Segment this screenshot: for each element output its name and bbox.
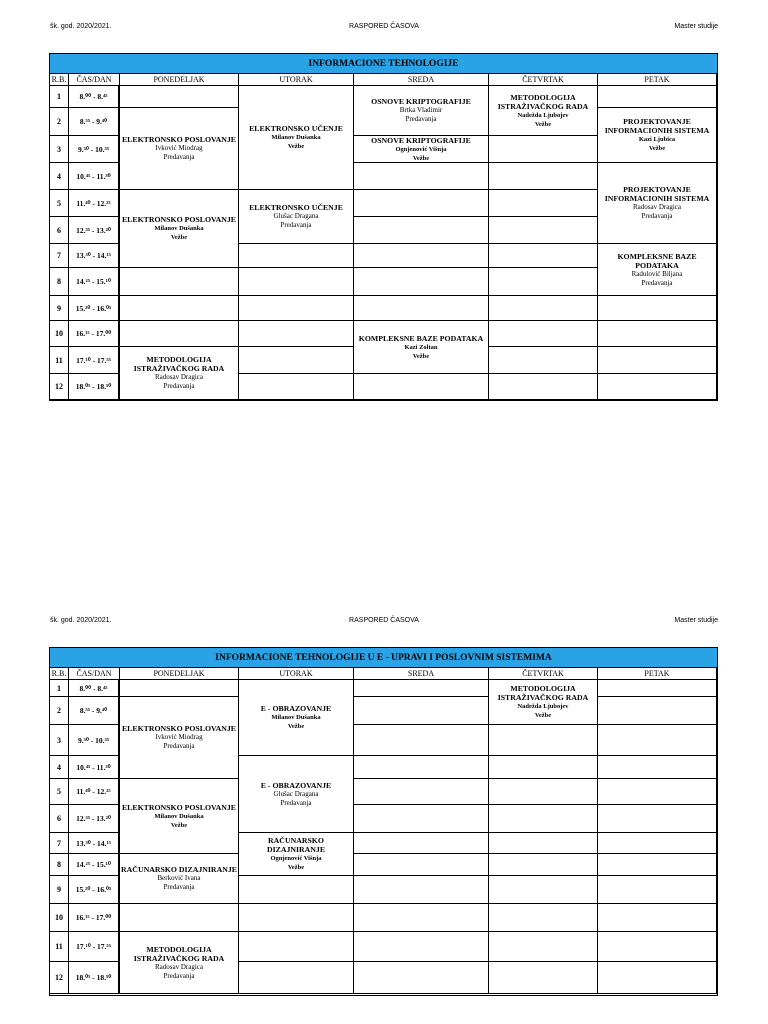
schedule-cell bbox=[354, 932, 489, 962]
course-teacher: Ivković Miodrag bbox=[155, 733, 203, 741]
schedule-cell bbox=[489, 962, 598, 994]
schedule-cell bbox=[239, 244, 354, 268]
row-time: 16.¹⁵ - 17.⁰⁰ bbox=[69, 321, 120, 347]
course-teacher: Kazi Zoltan bbox=[404, 343, 438, 351]
col-header-time: ČAS/DAN bbox=[69, 74, 120, 86]
course-type: Vežbe bbox=[287, 723, 305, 730]
schedule-cell bbox=[354, 725, 489, 756]
schedule-cell bbox=[598, 697, 717, 725]
course-teacher: Milanov Dušanka bbox=[271, 714, 321, 721]
course-title: METODOLOGIJA ISTRAŽIVAČKOG RADA bbox=[497, 684, 589, 702]
row-time: 10.⁴⁵ - 11.³⁰ bbox=[69, 756, 120, 779]
course-block bbox=[597, 162, 717, 244]
course-title: ELEKTRONSKO UČENJE bbox=[249, 203, 343, 212]
schedule-cell bbox=[598, 932, 717, 962]
schedule-cell bbox=[354, 756, 489, 779]
schedule-cell bbox=[489, 347, 598, 374]
schedule-cell bbox=[239, 374, 354, 400]
course-teacher: Milanov Dušanka bbox=[154, 225, 204, 232]
course-title: ELEKTRONSKO POSLOVANJE bbox=[121, 215, 237, 224]
course-block bbox=[238, 85, 354, 190]
row-number: 10 bbox=[50, 321, 69, 347]
schedule-cell bbox=[239, 296, 354, 321]
row-number: 12 bbox=[50, 962, 69, 994]
row-number: 6 bbox=[50, 217, 69, 244]
schedule-cell bbox=[598, 854, 717, 876]
course-type: Vežbe bbox=[287, 143, 305, 150]
schedule-cell bbox=[489, 296, 598, 321]
row-number: 9 bbox=[50, 876, 69, 904]
schedule-cell bbox=[239, 904, 354, 932]
row-time: 14.²⁵ - 15.¹⁰ bbox=[69, 268, 120, 296]
course-type: Predavanja bbox=[405, 115, 437, 123]
course-teacher: Nadežda Ljubojev bbox=[517, 111, 569, 119]
schedule-title: INFORMACIONE TEHNOLOGIJE U E - UPRAVI I POSLOVNIM SISTEMIMA bbox=[50, 648, 717, 668]
schedule-cell bbox=[489, 244, 598, 268]
schedule-cell bbox=[489, 268, 598, 296]
row-number: 6 bbox=[50, 805, 69, 833]
course-block bbox=[238, 679, 354, 756]
course-block bbox=[488, 679, 598, 725]
course-type: Predavanja bbox=[163, 382, 195, 390]
row-time: 13.³⁰ - 14.¹⁵ bbox=[69, 833, 120, 854]
schedule-cell bbox=[598, 779, 717, 805]
school-year: šk. god. 2020/2021. bbox=[50, 23, 112, 30]
row-number: 7 bbox=[50, 833, 69, 854]
course-type: Predavanja bbox=[163, 971, 195, 980]
row-time: 16.¹⁵ - 17.⁰⁰ bbox=[69, 904, 120, 932]
schedule-cell bbox=[489, 779, 598, 805]
row-time: 15.²⁰ - 16.⁰⁵ bbox=[69, 296, 120, 321]
schedule-cell bbox=[489, 854, 598, 876]
course-type: Predavanja bbox=[163, 153, 195, 161]
schedule-cell bbox=[354, 217, 489, 244]
course-type: Vežbe bbox=[412, 352, 430, 360]
course-type: Predavanja bbox=[163, 742, 195, 750]
course-teacher: Glušac Dragana bbox=[273, 212, 319, 220]
schedule-cell bbox=[354, 680, 489, 697]
course-teacher: Berković Ivana bbox=[157, 874, 201, 882]
course-title: E - OBRAZOVANJE bbox=[260, 780, 332, 790]
program-label: Master studije bbox=[674, 617, 718, 624]
schedule-cell bbox=[489, 136, 598, 163]
row-time: 14.²⁵ - 15.¹⁰ bbox=[69, 854, 120, 876]
course-type: Vežbe bbox=[534, 120, 552, 128]
row-number: 5 bbox=[50, 190, 69, 217]
row-number: 11 bbox=[50, 347, 69, 374]
row-time: 15.²⁰ - 16.⁰⁵ bbox=[69, 876, 120, 904]
schedule-cell bbox=[354, 854, 489, 876]
course-teacher: Radosav Dragica bbox=[154, 373, 203, 381]
course-type: Vežbe bbox=[648, 145, 666, 152]
row-time: 8.⁵⁵ - 9.⁴⁰ bbox=[69, 108, 120, 136]
course-title: ELEKTRONSKO POSLOVANJE bbox=[121, 135, 237, 144]
row-time: 17.¹⁰ - 17.⁵⁵ bbox=[69, 932, 120, 962]
row-time: 18.⁰⁵ - 18.⁵⁰ bbox=[69, 374, 120, 400]
schedule-cell bbox=[239, 321, 354, 347]
schedule-cell bbox=[354, 904, 489, 932]
course-block bbox=[119, 696, 239, 779]
row-time: 10.⁴⁵ - 11.³⁰ bbox=[69, 163, 120, 190]
schedule-cell bbox=[598, 680, 717, 697]
col-header-rb: R.B. bbox=[50, 668, 69, 680]
course-title: PROJEKTOVANJE INFORMACIONIH SISTEMA bbox=[604, 185, 710, 203]
course-block bbox=[119, 853, 239, 904]
col-header-tuesday: UTORAK bbox=[239, 74, 354, 86]
schedule-cell bbox=[120, 86, 239, 108]
row-number: 1 bbox=[50, 86, 69, 108]
course-teacher: Glušac Dragana bbox=[273, 789, 319, 798]
document-title: RASPORED ČASOVA bbox=[349, 617, 419, 624]
row-number: 10 bbox=[50, 904, 69, 932]
row-number: 2 bbox=[50, 108, 69, 136]
course-type: Predavanja bbox=[641, 278, 673, 287]
course-block bbox=[353, 320, 489, 374]
course-title: METODOLOGIJA ISTRAŽIVAČKOG RADA bbox=[133, 355, 225, 373]
schedule-cell bbox=[354, 805, 489, 833]
course-block bbox=[597, 107, 717, 163]
schedule-cell bbox=[598, 756, 717, 779]
schedule-cell bbox=[489, 321, 598, 347]
row-time: 12.³⁵ - 13.²⁰ bbox=[69, 805, 120, 833]
schedule-cell bbox=[598, 876, 717, 904]
schedule-cell bbox=[489, 374, 598, 400]
schedule-cell bbox=[239, 962, 354, 994]
schedule-cell bbox=[354, 190, 489, 217]
course-title: PROJEKTOVANJE INFORMACIONIH SISTEMA bbox=[604, 117, 710, 135]
course-teacher: Kazi Ljubica bbox=[638, 136, 676, 143]
schedule-cell bbox=[489, 833, 598, 854]
schedule-cell bbox=[354, 244, 489, 268]
course-block bbox=[119, 346, 239, 400]
schedule-cell bbox=[489, 876, 598, 904]
schedule-cell bbox=[598, 805, 717, 833]
schedule-cell bbox=[239, 347, 354, 374]
course-block bbox=[119, 931, 239, 994]
course-title: OSNOVE KRIPTOGRAFIJE bbox=[371, 97, 471, 106]
schedule-cell bbox=[598, 347, 717, 374]
row-time: 12.³⁵ - 13.²⁰ bbox=[69, 217, 120, 244]
schedule-cell bbox=[354, 962, 489, 994]
course-type: Vežbe bbox=[170, 821, 188, 829]
schedule-cell bbox=[354, 697, 489, 725]
course-title: RAČUNARSKO DIZAJNIRANJE bbox=[121, 865, 237, 874]
school-year: šk. god. 2020/2021. bbox=[50, 617, 112, 624]
schedule-cell bbox=[120, 296, 239, 321]
row-number: 12 bbox=[50, 374, 69, 400]
course-block bbox=[353, 85, 489, 136]
schedule-cell bbox=[489, 217, 598, 244]
row-time: 8.⁵⁵ - 9.⁴⁰ bbox=[69, 697, 120, 725]
course-teacher: Brtka Vladimir bbox=[399, 106, 443, 114]
row-time: 18.⁰⁵ - 18.⁵⁰ bbox=[69, 962, 120, 994]
course-teacher: Ognjenović Višnja bbox=[270, 855, 322, 862]
row-time: 17.¹⁰ - 17.⁵⁵ bbox=[69, 347, 120, 374]
schedule-cell bbox=[598, 321, 717, 347]
col-header-tuesday: UTORAK bbox=[239, 668, 354, 680]
course-block bbox=[488, 85, 598, 136]
course-block bbox=[597, 243, 717, 296]
row-number: 4 bbox=[50, 756, 69, 779]
schedule-cell bbox=[354, 779, 489, 805]
row-number: 2 bbox=[50, 697, 69, 725]
course-block bbox=[119, 107, 239, 190]
course-teacher: Radosav Dragica bbox=[154, 962, 203, 971]
schedule-cell bbox=[354, 374, 489, 400]
course-teacher: Ivković Miodrag bbox=[155, 144, 203, 152]
col-header-time: ČAS/DAN bbox=[69, 668, 120, 680]
schedule-cell bbox=[489, 756, 598, 779]
col-header-monday: PONEDELJAK bbox=[120, 668, 239, 680]
row-number: 5 bbox=[50, 779, 69, 805]
schedule-cell bbox=[598, 725, 717, 756]
row-time: 11.⁴⁰ - 12.²⁵ bbox=[69, 190, 120, 217]
schedule-cell bbox=[489, 932, 598, 962]
row-time: 9.⁵⁰ - 10.³⁵ bbox=[69, 136, 120, 163]
course-title: METODOLOGIJA ISTRAŽIVAČKOG RADA bbox=[133, 944, 225, 963]
col-header-thursday: ČETVRTAK bbox=[489, 668, 598, 680]
schedule-cell bbox=[239, 876, 354, 904]
schedule-cell bbox=[120, 268, 239, 296]
course-title: ELEKTRONSKO POSLOVANJE bbox=[121, 802, 237, 812]
col-header-wednesday: SREDA bbox=[354, 74, 489, 86]
course-teacher: Milanov Dušanka bbox=[271, 134, 321, 141]
schedule-table-it-egov bbox=[49, 647, 718, 996]
schedule-cell bbox=[354, 833, 489, 854]
schedule-title: INFORMACIONE TEHNOLOGIJE bbox=[50, 54, 717, 74]
course-type: Predavanja bbox=[641, 212, 673, 220]
course-title: ELEKTRONSKO POSLOVANJE bbox=[121, 724, 237, 733]
course-block bbox=[238, 832, 354, 876]
row-number: 3 bbox=[50, 136, 69, 163]
course-title: OSNOVE KRIPTOGRAFIJE bbox=[371, 135, 471, 145]
schedule-cell bbox=[598, 962, 717, 994]
course-type: Vežbe bbox=[534, 712, 552, 719]
course-teacher: Ognjenović Višnja bbox=[395, 145, 447, 153]
row-number: 8 bbox=[50, 268, 69, 296]
schedule-cell bbox=[598, 86, 717, 108]
col-header-wednesday: SREDA bbox=[354, 668, 489, 680]
program-label: Master studije bbox=[674, 23, 718, 30]
schedule-cell bbox=[120, 321, 239, 347]
course-type: Predavanja bbox=[280, 221, 312, 229]
row-number: 11 bbox=[50, 932, 69, 962]
course-type: Vežbe bbox=[287, 864, 305, 871]
col-header-friday: PETAK bbox=[598, 668, 717, 680]
row-number: 8 bbox=[50, 854, 69, 876]
schedule-cell bbox=[239, 268, 354, 296]
schedule-cell bbox=[489, 163, 598, 190]
course-type: Predavanja bbox=[163, 883, 195, 891]
course-teacher: Radulović Biljana bbox=[631, 269, 683, 278]
course-type: Vežbe bbox=[412, 154, 430, 162]
schedule-table-it bbox=[49, 53, 718, 401]
course-title: RAČUNARSKO DIZAJNIRANJE bbox=[266, 836, 326, 854]
course-type: Vežbe bbox=[170, 234, 188, 241]
course-block bbox=[119, 778, 239, 854]
course-title: METODOLOGIJA ISTRAŽIVAČKOG RADA bbox=[497, 92, 589, 111]
row-number: 1 bbox=[50, 680, 69, 697]
schedule-cell bbox=[598, 374, 717, 400]
schedule-cell bbox=[489, 725, 598, 756]
row-time: 8.⁰⁰ - 8.⁴⁵ bbox=[69, 680, 120, 697]
course-block bbox=[238, 189, 354, 244]
schedule-cell bbox=[354, 163, 489, 190]
course-teacher: Milanov Dušanka bbox=[154, 812, 204, 820]
schedule-cell bbox=[489, 904, 598, 932]
schedule-cell bbox=[354, 268, 489, 296]
schedule-cell bbox=[598, 904, 717, 932]
course-block bbox=[119, 189, 239, 268]
row-number: 9 bbox=[50, 296, 69, 321]
course-title: E - OBRAZOVANJE bbox=[260, 704, 332, 713]
document-title: RASPORED ČASOVA bbox=[349, 23, 419, 30]
course-title: ELEKTRONSKO UČENJE bbox=[249, 124, 343, 133]
schedule-cell bbox=[598, 296, 717, 321]
row-time: 13.³⁰ - 14.¹⁵ bbox=[69, 244, 120, 268]
course-teacher: Nadežda Ljubojev bbox=[517, 703, 569, 710]
course-type: Predavanja bbox=[280, 798, 312, 807]
row-number: 7 bbox=[50, 244, 69, 268]
course-block bbox=[238, 755, 354, 833]
schedule-cell bbox=[120, 680, 239, 697]
schedule-cell bbox=[598, 833, 717, 854]
schedule-cell bbox=[489, 805, 598, 833]
col-header-friday: PETAK bbox=[598, 74, 717, 86]
row-number: 4 bbox=[50, 163, 69, 190]
row-time: 11.⁴⁰ - 12.²⁵ bbox=[69, 779, 120, 805]
schedule-cell bbox=[120, 904, 239, 932]
row-time: 8.⁰⁰ - 8.⁴⁵ bbox=[69, 86, 120, 108]
row-time: 9.⁵⁰ - 10.³⁵ bbox=[69, 725, 120, 756]
col-header-monday: PONEDELJAK bbox=[120, 74, 239, 86]
col-header-thursday: ČETVRTAK bbox=[489, 74, 598, 86]
schedule-cell bbox=[239, 932, 354, 962]
course-title: KOMPLEKSNE BAZE PODATAKA bbox=[358, 333, 484, 343]
row-number: 3 bbox=[50, 725, 69, 756]
course-teacher: Radosav Dragica bbox=[632, 203, 681, 211]
schedule-cell bbox=[354, 876, 489, 904]
course-title: KOMPLEKSNE BAZE PODATAKA bbox=[617, 251, 697, 270]
schedule-cell bbox=[489, 190, 598, 217]
schedule-cell bbox=[354, 296, 489, 321]
course-block bbox=[353, 135, 489, 163]
col-header-rb: R.B. bbox=[50, 74, 69, 86]
